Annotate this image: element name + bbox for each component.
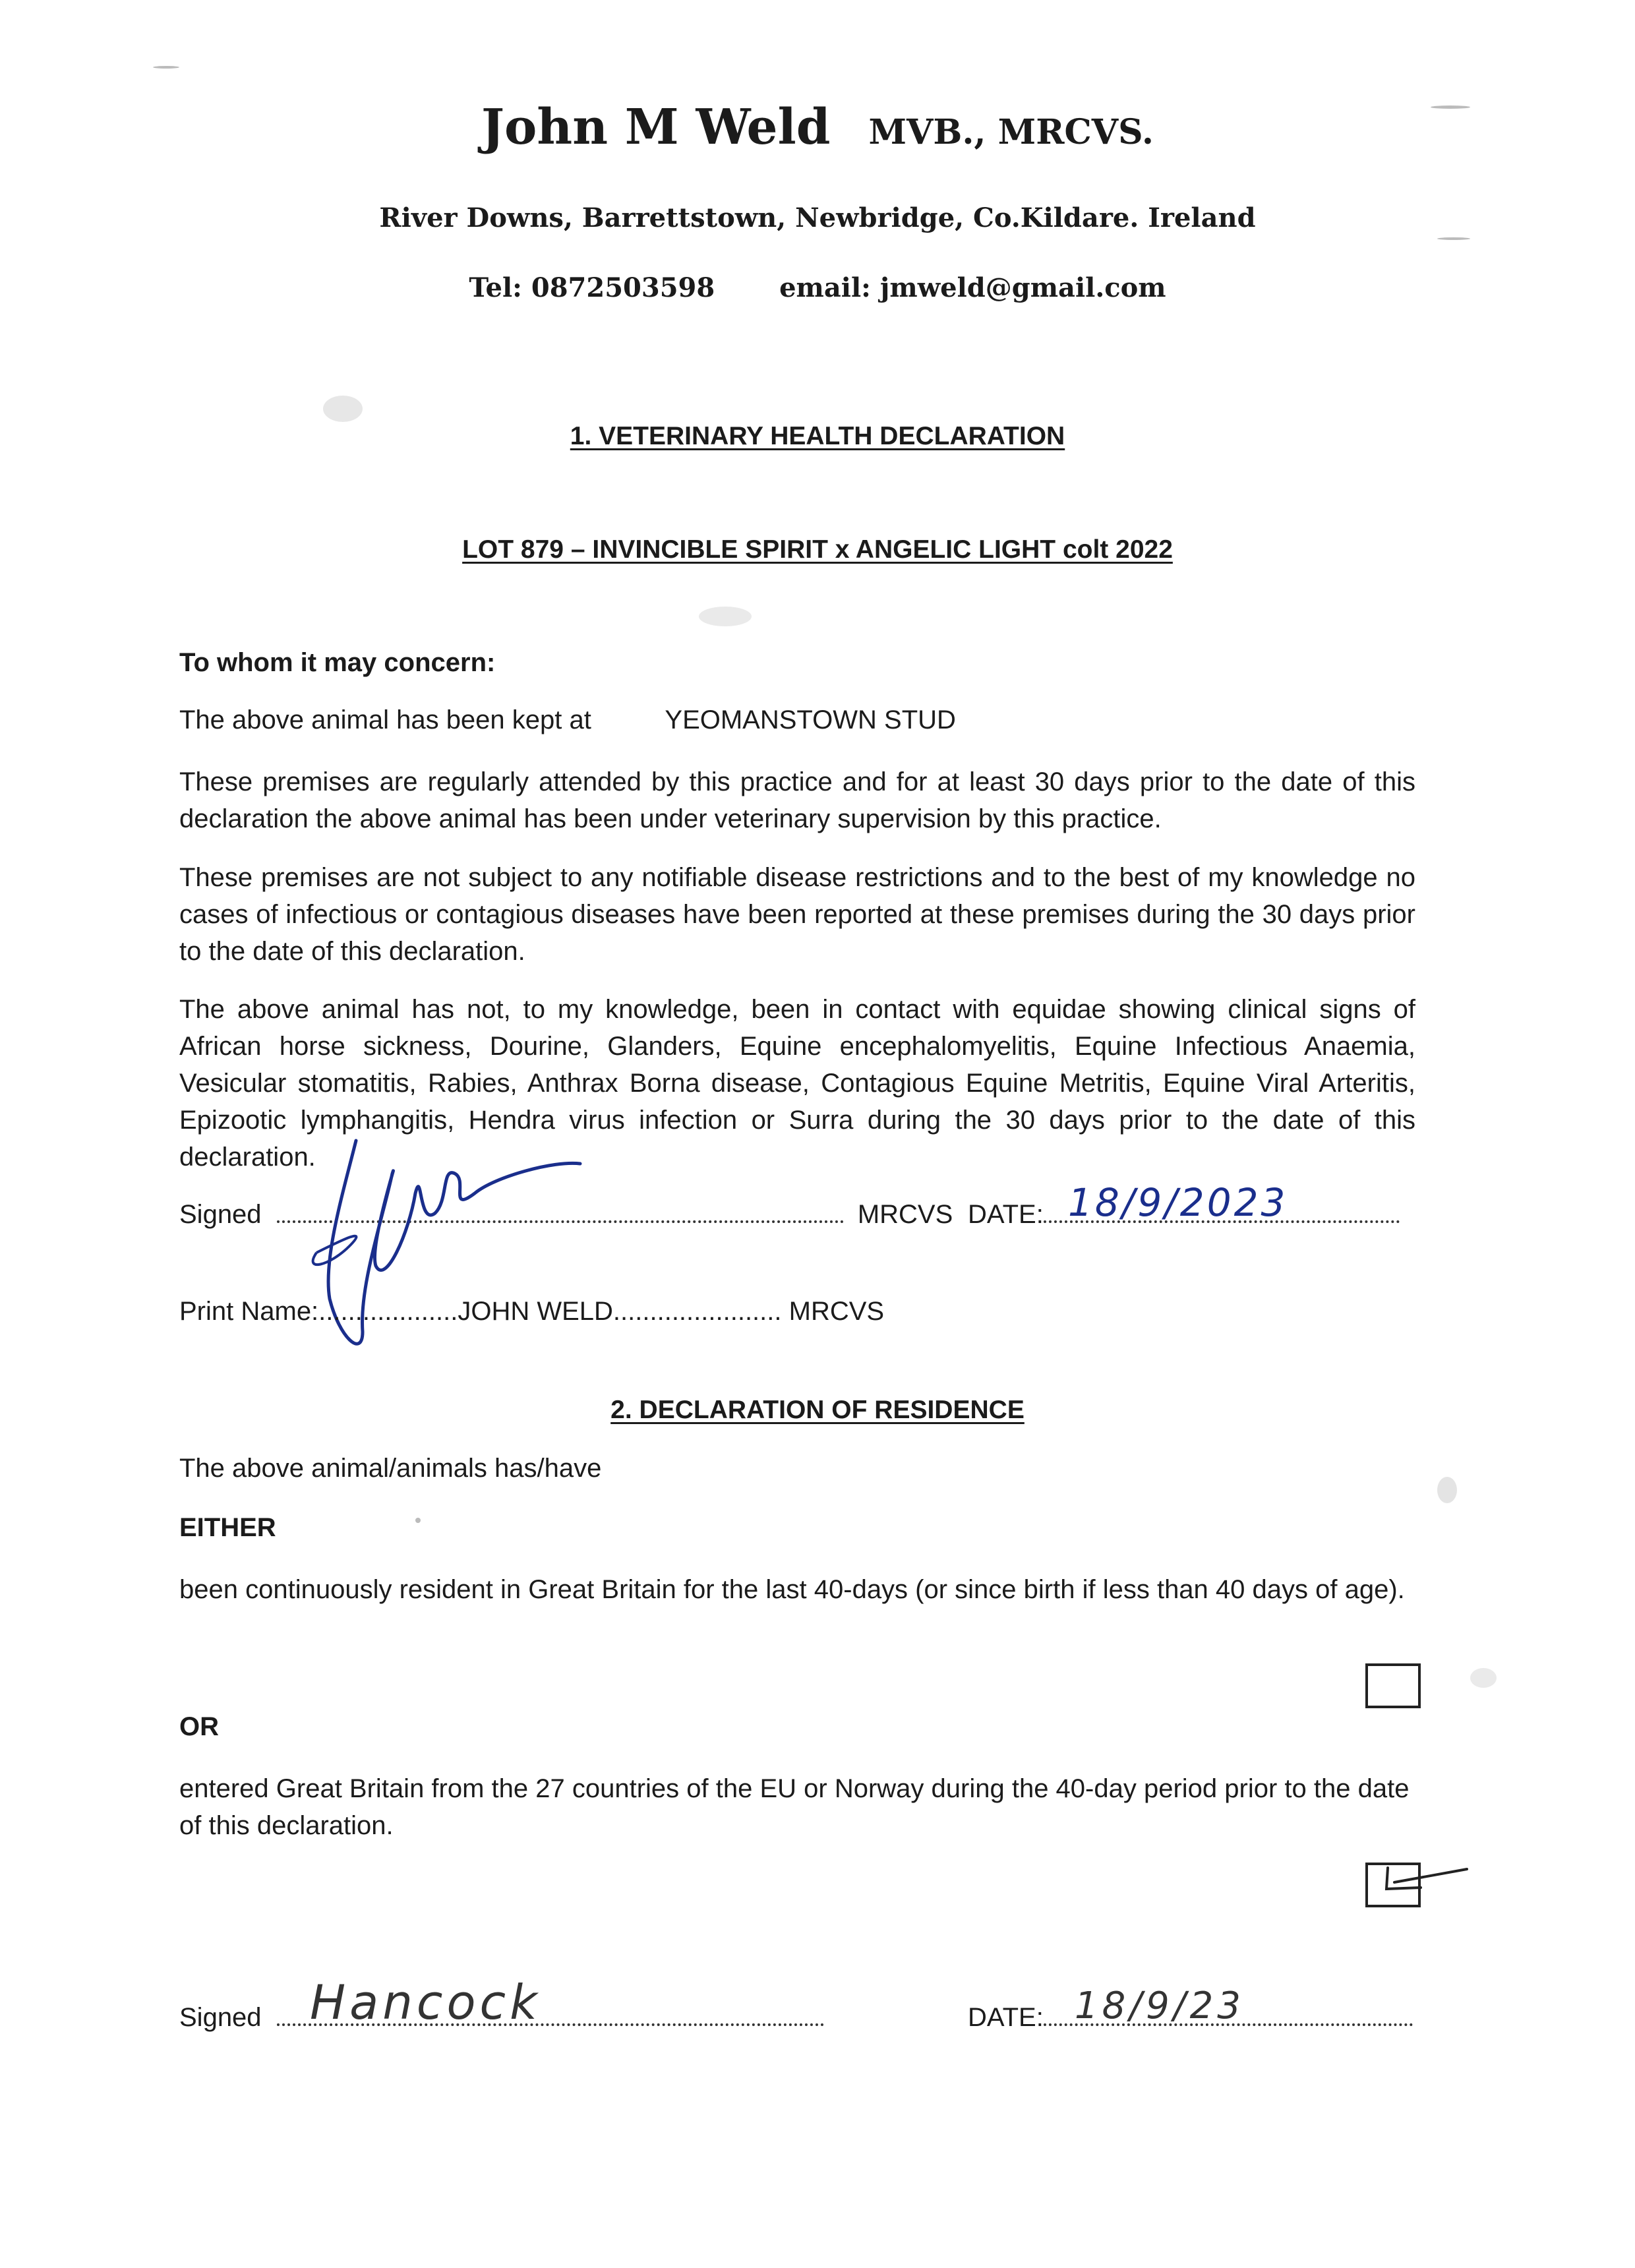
vet-signature-loop — [313, 1236, 357, 1265]
date-label-2: DATE: — [968, 2003, 1044, 2032]
print-name-prefix-dots: ................... — [318, 1297, 458, 1326]
vet-qualifications: MVB., MRCVS. — [868, 112, 1154, 152]
declaration-para-2: These premises are not subject to any notifiable disease restrictions and to the best of my knowledge no cases of infectious or contagious diseases have been reported at these premises during the 30 days prior to the date of this declaration. — [179, 863, 1415, 966]
kept-at-label: The above animal has been kept at — [179, 705, 591, 734]
declaration-para-3: The above animal has not, to my knowledge, been in contact with equidae showing clinical signs of African horse sickness, Dourine, Glanders, Equine encephalomyelitis, Equine Infectious Anaemia, Vesicular stomatitis, Rabies, Anthrax Borna disease, Contagious Equine Metritis, Equine Viral Arteritis, Epizootic lymphangitis, Hendra virus infection or Surra during the 30 days prior to the date of this declaration. — [179, 995, 1415, 1172]
signed-suffix: MRCVS — [857, 1200, 953, 1229]
email-label: email: — [779, 272, 871, 303]
signed-label-2: Signed — [179, 2003, 262, 2032]
print-name-label: Print Name: — [179, 1297, 319, 1326]
vet-signature — [277, 1114, 593, 1365]
scan-speck — [323, 396, 363, 422]
scan-speck — [699, 607, 752, 626]
option-1-checkbox[interactable] — [1365, 1663, 1421, 1708]
tel-label: Tel: — [469, 272, 522, 303]
kept-at-line — [179, 705, 956, 735]
letterhead-address: River Downs, Barrettstown, Newbridge, Co.Kildare. Ireland — [379, 202, 1256, 233]
scan-speck — [1437, 1477, 1457, 1503]
print-name-suffix: MRCVS — [788, 1297, 885, 1326]
scan-speck — [153, 66, 179, 69]
handwritten-date-2: 18/9/23 — [1075, 1984, 1245, 2027]
either-label: EITHER — [179, 1513, 276, 1542]
section1-title: 1. VETERINARY HEALTH DECLARATION — [570, 422, 1065, 450]
owner-signature: Hancock — [310, 1975, 541, 2030]
date-label: DATE: — [968, 1200, 1044, 1229]
print-name-value: JOHN WELD — [458, 1297, 613, 1326]
declaration-para-1: These premises are regularly attended by this practice and for at least 30 days prior to the date of this declaration the above animal has been under veterinary supervision by this practice. — [179, 767, 1415, 833]
or-label: OR — [179, 1712, 219, 1741]
scan-speck — [1437, 237, 1470, 240]
residence-option-2: entered Great Britain from the 27 countries of the EU or Norway during the 40-day period prior to the date of this declaration. — [179, 1774, 1410, 1840]
print-name-line — [179, 1297, 884, 1327]
kept-at-value: YEOMANSTOWN STUD — [665, 705, 956, 734]
handwritten-date-1: 18/9/2023 — [1068, 1180, 1288, 1225]
email-address: jmweld@gmail.com — [879, 272, 1166, 303]
check-mark-stroke — [1386, 1868, 1467, 1889]
scan-speck — [415, 1518, 421, 1523]
lot-title: LOT 879 – INVINCIBLE SPIRIT x ANGELIC LIGHT colt 2022 — [462, 535, 1173, 564]
letterhead-contact — [0, 272, 1635, 303]
tel-number: 0872503598 — [531, 272, 715, 303]
signed-label: Signed — [179, 1200, 262, 1229]
scan-speck — [1470, 1668, 1497, 1688]
section2-title: 2. DECLARATION OF RESIDENCE — [610, 1396, 1025, 1424]
residence-option-1: been continuously resident in Great Britain for the last 40-days (or since birth if less than 40 days of age). — [179, 1575, 1405, 1604]
residence-intro: The above animal/animals has/have — [179, 1454, 602, 1483]
option-2-check-mark — [1375, 1863, 1473, 1902]
vet-name: John M Weld — [481, 99, 831, 156]
letterhead-name-line — [0, 99, 1635, 156]
salutation: To whom it may concern: — [179, 648, 496, 677]
print-name-suffix-dots: ....................... — [612, 1297, 782, 1326]
